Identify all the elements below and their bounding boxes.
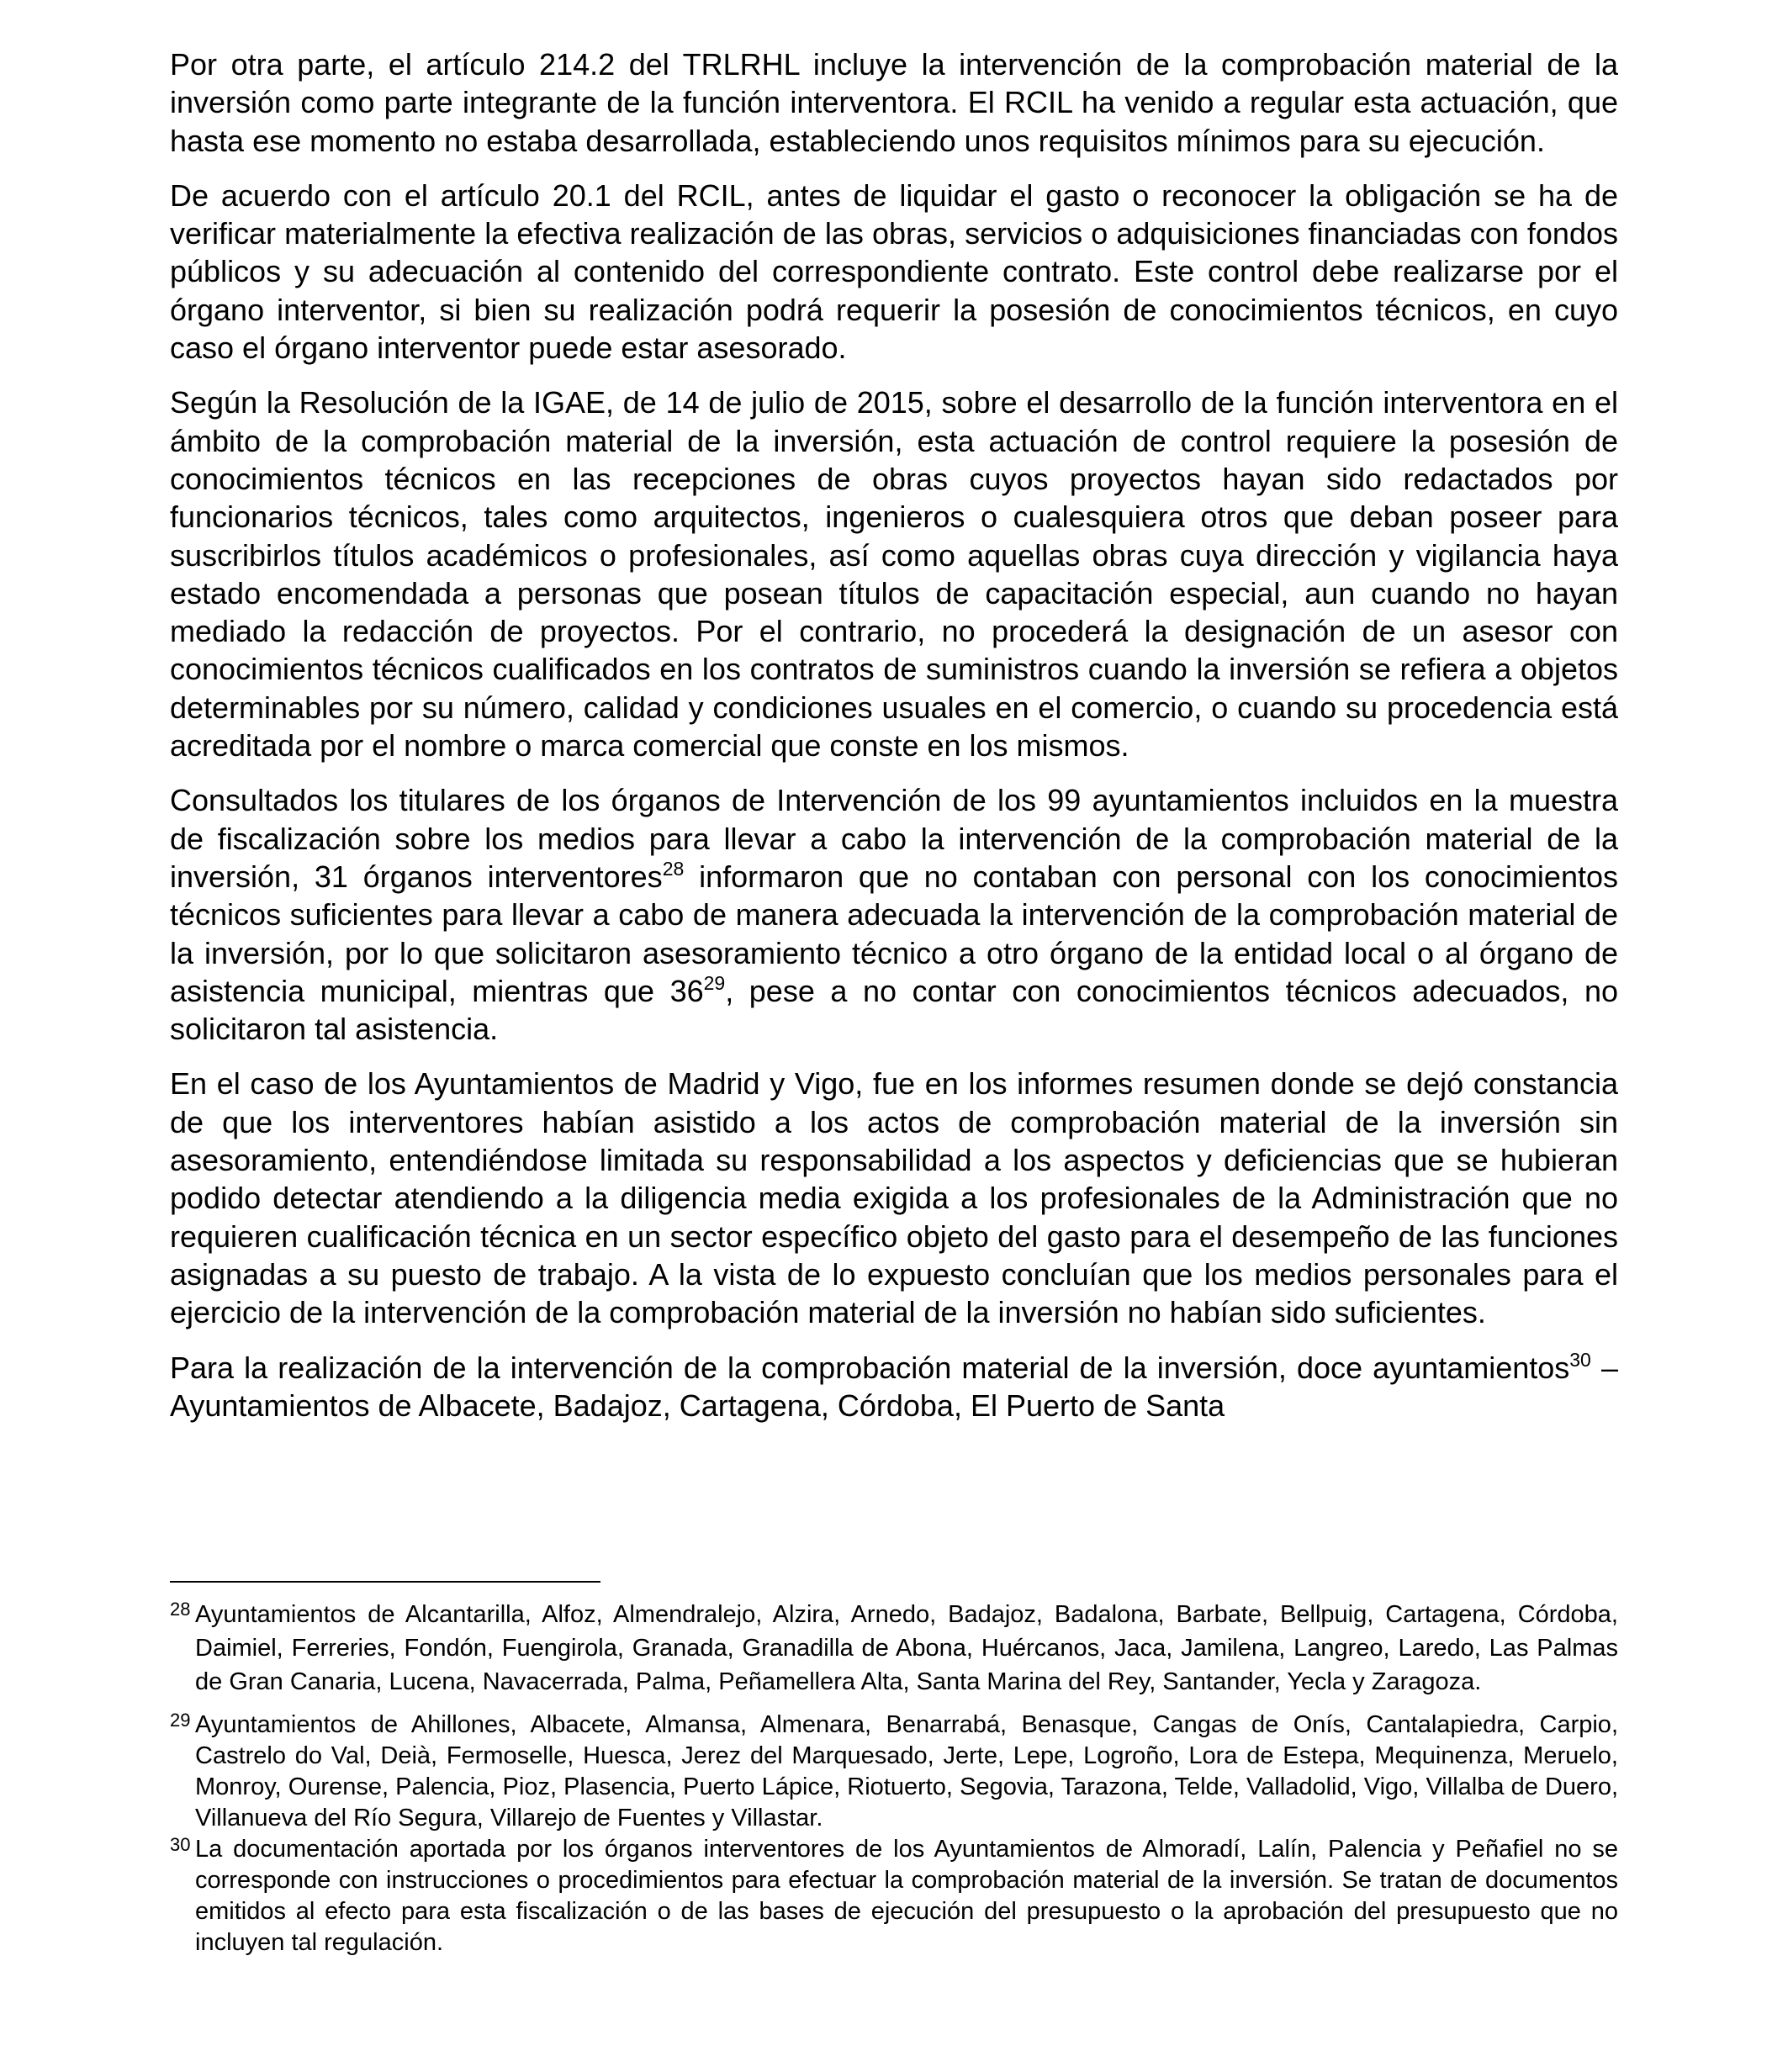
paragraph-6-text-a: Para la realización de la intervención de la comprobación material de la inversión, doce ayuntamientos [170, 1350, 1570, 1385]
paragraph-2: De acuerdo con el artículo 20.1 del RCIL, antes de liquidar el gasto o reconocer la obligación se ha de verificar materialmente la efectiva realización de las obras, servicios o adquisiciones financiadas con fondos públicos y su adecuación al contenido del correspondiente contrato. Este control debe realizarse por el órgano interventor, si bien su realización podrá requerir la posesión de conocimientos técnicos, en cuyo caso el órgano interventor puede estar asesorado. [170, 177, 1618, 366]
footnote-28 [170, 1598, 1618, 1699]
paragraph-3: Según la Resolución de la IGAE, de 14 de julio de 2015, sobre el desarrollo de la función interventora en el ámbito de la comprobación material de la inversión, esta actuación de control requiere la posesión de conocimientos técnicos en las recepciones de obras cuyos proyectos hayan sido redactados por funcionarios técnicos, tales como arquitectos, ingenieros o cualesquiera otros que deban poseer para suscribirlos títulos académicos o profesionales, así como aquellas obras cuya dirección y vigilancia haya estado encomendada a personas que posean títulos de capacitación especial, aun cuando no hayan mediado la redacción de proyectos. Por el contrario, no procederá la designación de un asesor con conocimientos técnicos cualificados en los contratos de suministros cuando la inversión se refiera a objetos determinables por su número, calidad y condiciones usuales en el comercio, o cuando su procedencia está acreditada por el nombre o marca comercial que conste en los mismos. [170, 385, 1618, 764]
footnote-ref-28[interactable]: 28 [662, 857, 685, 880]
paragraph-4-text-b: informaron que no contaban con personal con los conocimientos técnicos suficientes para llevar a cabo de manera adecuada la intervención de la comprobación material de la inversión, por lo que solicitaron asesoramiento técnico a otro órgano de la entidad local o al órgano de asistencia municipal, mientras que 36 [170, 859, 1618, 1008]
document-body [170, 45, 1618, 1441]
footnote-ref-29[interactable]: 29 [703, 971, 726, 994]
footnote-number: 30 [170, 1834, 191, 1855]
paragraph-4-text-a: Consultados los titulares de los órganos de Intervención de los 99 ayuntamientos incluidos en la muestra de fiscalización sobre los medios para llevar a cabo la intervención de la comprobación material de la inversión, 31 órganos interventores [170, 783, 1618, 894]
footnotes [170, 1598, 1618, 1958]
paragraph-6-text-b: –Ayuntamientos de Albacete, Badajoz, Cartagena, Córdoba, El Puerto de Santa [170, 1350, 1618, 1423]
footnote-29 [170, 1710, 1618, 1834]
paragraph-5: En el caso de los Ayuntamientos de Madrid y Vigo, fue en los informes resumen donde se dejó constancia de que los interventores habían asistido a los actos de comprobación material de la inversión sin asesoramiento, entendiéndose limitada su responsabilidad a los aspectos y deficiencias que se hubieran podido detectar atendiendo a la diligencia media exigida a los profesionales de la Administración que no requieren cualificación técnica en un sector específico objeto del gasto para el desempeño de las funciones asignadas a su puesto de trabajo. A la vista de lo expuesto concluían que los medios personales para el ejercicio de la intervención de la comprobación material de la inversión no habían sido suficientes. [170, 1066, 1618, 1330]
footnote-ref-30[interactable]: 30 [1569, 1348, 1591, 1371]
footnote-text: La documentación aportada por los órganos interventores de los Ayuntamientos de Almoradí, Lalín, Palencia y Peñafiel no se corresponde con instrucciones o procedimientos para efectuar la comprobación material de la inversión. Se tratan de documentos emitidos al efecto para esta fiscalización o de las bases de ejecución del presupuesto o la aprobación del presupuesto que no incluyen tal regulación. [195, 1836, 1618, 1956]
footnote-number: 28 [170, 1599, 191, 1620]
paragraph-4 [170, 781, 1618, 1048]
paragraph-1: Por otra parte, el artículo 214.2 del TRLRHL incluye la intervención de la comprobación material de la inversión como parte integrante de la función interventora. El RCIL ha venido a regular esta actuación, que hasta ese momento no estaba desarrollada, estableciendo unos requisitos mínimos para su ejecución. [170, 47, 1618, 158]
footnote-separator [170, 1581, 600, 1583]
paragraph-6 [170, 1349, 1618, 1425]
footnote-30 [170, 1834, 1618, 1958]
paragraph-4-text-c: , pese a no contar con conocimientos técnicos adecuados, no solicitaron tal asistencia. [170, 973, 1618, 1047]
footnote-number: 29 [170, 1710, 191, 1731]
footnote-text: Ayuntamientos de Ahillones, Albacete, Almansa, Almenara, Benarrabá, Benasque, Cangas de Onís, Cantalapiedra, Carpio, Castrelo do Val, Deià, Fermoselle, Huesca, Jerez del Marquesado, Jerte, Lepe, Logroño, Lora de Estepa, Mequinenza, Meruelo, Monroy, Ourense, Palencia, Pioz, Plasencia, Puerto Lápice, Riotuerto, Segovia, Tarazona, Telde, Valladolid, Vigo, Villalba de Duero, Villanueva del Río Segura, Villarejo de Fuentes y Villastar. [195, 1711, 1618, 1832]
footnote-text: Ayuntamientos de Alcantarilla, Alfoz, Almendralejo, Alzira, Arnedo, Badajoz, Badalona, Barbate, Bellpuig, Cartagena, Córdoba, Daimiel, Ferreries, Fondón, Fuengirola, Granada, Granadilla de Abona, Huércanos, Jaca, Jamilena, Langreo, Laredo, Las Palmas de Gran Canaria, Lucena, Navacerrada, Palma, Peñamellera Alta, Santa Marina del Rey, Santander, Yecla y Zaragoza. [195, 1601, 1618, 1695]
